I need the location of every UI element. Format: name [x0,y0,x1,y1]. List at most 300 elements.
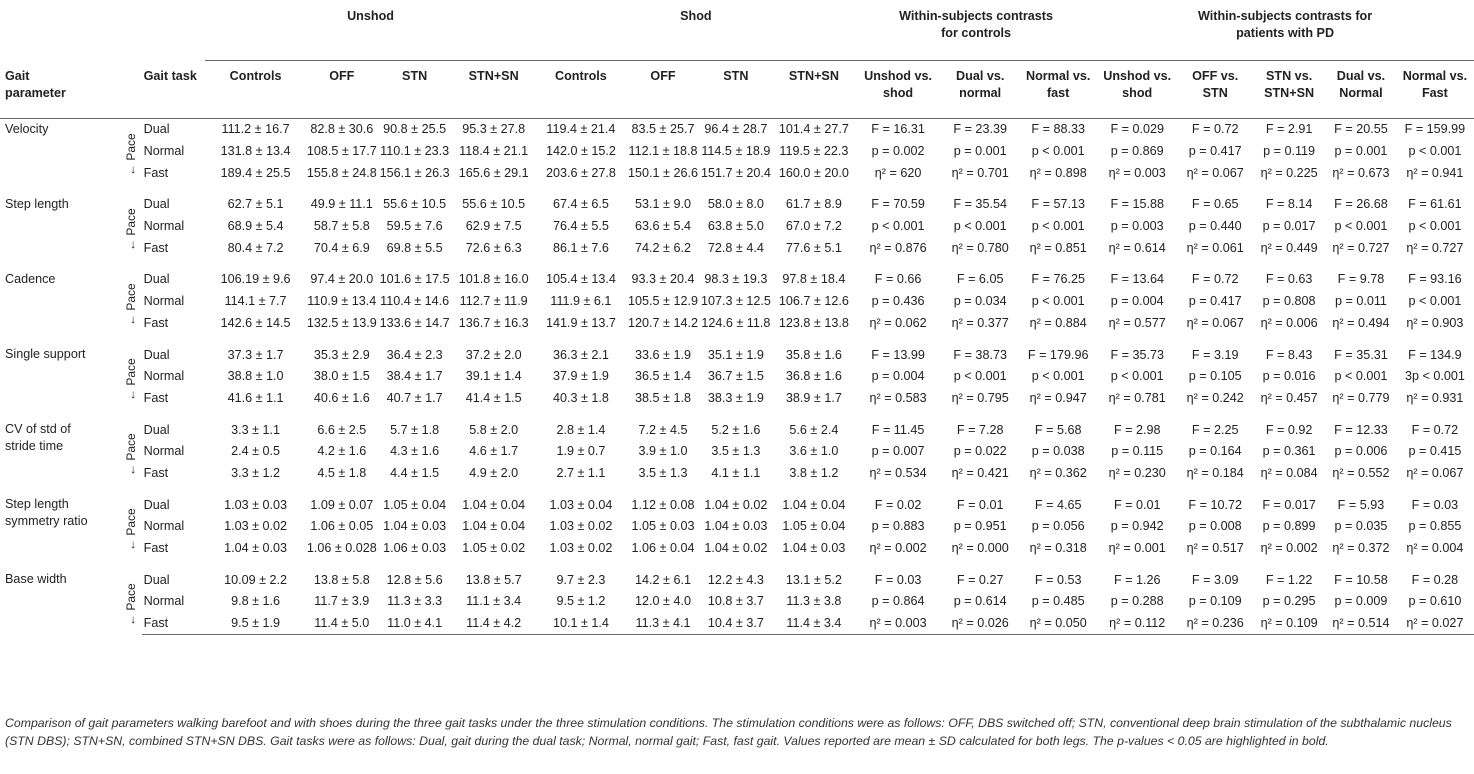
table-cell: 101.6 ± 17.5 [379,272,450,287]
table-cell: p = 0.610 [1408,594,1462,609]
spacer-cell [0,409,1474,419]
gait-task-label: Dual [143,197,170,212]
table-cell: 12.0 ± 4.0 [635,594,691,609]
header-corner [0,4,205,61]
table-cell: 36.3 ± 2.1 [552,347,609,362]
spacer-cell [0,259,1474,269]
table-cell: 11.4 ± 4.2 [452,613,536,635]
table-cell: 98.3 ± 19.3 [704,272,768,287]
table-cell: 1.05 ± 0.04 [383,497,447,512]
table-cell: 68.9 ± 5.4 [227,219,284,234]
table-cell: 5.6 ± 2.4 [789,422,839,437]
table-cell: 6.6 ± 2.5 [317,422,367,437]
table-cell: 38.9 ± 1.7 [785,390,842,405]
table-cell: p = 0.485 [1031,594,1085,609]
table-cell: 83.5 ± 25.7 [631,122,695,137]
table-cell: η² = 0.002 [869,541,927,556]
table-cell: 3.5 ± 1.3 [711,444,761,459]
table-cell: p = 0.034 [953,294,1007,309]
table-row [0,237,1474,259]
table-cell: 11.1 ± 3.4 [466,594,522,609]
gait-task-label: Fast [143,315,169,330]
table-cell: 58.7 ± 5.8 [313,219,370,234]
table-cell: 82.8 ± 30.6 [310,122,374,137]
table-cell: 1.04 ± 0.02 [704,541,768,556]
column-header: STN [700,61,772,119]
table-cell: p = 0.001 [1334,144,1388,159]
table-row [0,388,1474,410]
table-cell: p < 0.001 [1031,144,1085,159]
table-cell: F = 0.63 [1265,272,1313,287]
table-cell: η² = 0.941 [1406,165,1464,180]
table-cell: F = 0.66 [874,272,922,287]
table-cell: 131.8 ± 13.4 [220,144,291,159]
table-cell: η² = 0.062 [869,315,927,330]
table-cell: 1.03 ± 0.02 [549,541,613,556]
column-header: STN+SN [772,61,856,119]
table-cell: p < 0.001 [871,219,925,234]
table-cell: p = 0.022 [953,444,1007,459]
table-cell: F = 0.27 [956,572,1004,587]
gait-parameter-label: Step length [5,197,69,212]
table-cell: 3.5 ± 1.3 [638,465,688,480]
table-cell: 1.04 ± 0.03 [782,541,846,556]
table-cell: 110.1 ± 23.3 [380,144,450,159]
table-cell: 5.8 ± 2.0 [469,422,519,437]
table-cell: 1.03 ± 0.04 [549,497,613,512]
table-cell: η² = 0.004 [1406,541,1464,556]
table-cell: 105.5 ± 12.9 [628,294,698,309]
table-cell: 4.3 ± 1.6 [390,444,440,459]
table-cell: F = 35.73 [1110,347,1164,362]
table-cell: 1.06 ± 0.05 [310,519,374,534]
gait-task-label: Fast [143,465,169,480]
table-cell: 165.6 ± 29.1 [458,165,529,180]
table-cell: 53.1 ± 9.0 [635,197,691,212]
table-cell: η² = 0.517 [1186,541,1244,556]
gait-task-label: Normal [143,294,185,309]
table-cell: 189.4 ± 25.5 [220,165,291,180]
gait-task-label: Fast [143,165,169,180]
table-cell: 1.04 ± 0.04 [782,497,846,512]
row-group-spacer [0,559,1474,569]
table-cell: η² = 0.780 [951,240,1009,255]
table-cell: 14.2 ± 6.1 [635,572,691,587]
table-cell: p = 0.899 [1262,519,1316,534]
table-cell: η² = 0.876 [869,240,927,255]
table-cell: η² = 0.006 [1260,315,1318,330]
table-cell: η² = 0.898 [1029,165,1087,180]
table-row [0,141,1474,163]
table-cell: 49.9 ± 11.1 [310,197,373,212]
row-group-spacer [0,409,1474,419]
table-cell: η² = 0.067 [1186,165,1244,180]
table-cell: η² = 0.000 [951,541,1009,556]
table-cell: p = 0.035 [1334,519,1388,534]
pace-text: ← Pace [124,283,139,327]
table-cell: F = 3.09 [1191,572,1239,587]
pace-arrow-label [121,119,142,185]
gait-task-label: Fast [143,390,169,405]
gait-task-label: Dual [143,347,170,362]
table-cell: p < 0.001 [953,219,1007,234]
gait-task-label: Dual [143,272,170,287]
table-cell: F = 5.93 [1337,497,1385,512]
gait-task-label: Dual [143,422,170,437]
table-cell: 132.5 ± 13.9 [306,315,377,330]
table-cell: η² = 0.583 [869,390,927,405]
table-cell: η² = 0.067 [1186,315,1244,330]
table-cell: 62.7 ± 5.1 [227,197,284,212]
table-cell: 3.3 ± 1.1 [231,422,281,437]
column-header: STN [378,61,452,119]
table-cell: 4.2 ± 1.6 [317,444,367,459]
table-cell: F = 88.33 [1031,122,1085,137]
table-cell: F = 35.54 [953,197,1007,212]
table-cell: 3.8 ± 1.2 [789,465,839,480]
table-cell: 3.3 ± 1.2 [231,465,281,480]
pace-text: ← Pace [124,358,139,402]
table-cell: 9.5 ± 1.9 [205,613,306,635]
table-cell: 3p < 0.001 [1404,369,1465,384]
table-cell: 1.12 ± 0.08 [631,497,695,512]
table-cell: 4.5 ± 1.8 [317,465,367,480]
table-cell: p < 0.001 [1334,219,1388,234]
table-cell: 12.8 ± 5.6 [386,572,443,587]
table-cell: 80.4 ± 7.2 [227,240,284,255]
table-cell: 2.7 ± 1.1 [556,465,606,480]
table-row [0,194,1474,216]
table-cell: F = 9.78 [1337,272,1385,287]
table-cell: 142.6 ± 14.5 [220,315,291,330]
table-row [0,494,1474,516]
table-cell: η² = 0.225 [1260,165,1318,180]
table-cell: 1.03 ± 0.03 [224,497,288,512]
table-cell: 3.9 ± 1.0 [638,444,688,459]
table-cell: η² = 0.372 [1332,541,1390,556]
table-cell: F = 0.01 [956,497,1004,512]
gait-task-label: Fast [142,613,206,635]
table-row [0,216,1474,238]
table-cell: F = 76.25 [1031,272,1085,287]
table-cell: 10.8 ± 3.7 [707,594,764,609]
table-cell: F = 12.33 [1334,422,1388,437]
column-header: Controls [205,61,306,119]
table-cell: 111.2 ± 16.7 [221,122,290,137]
pace-text: ← Pace [124,133,139,177]
table-cell: η² = 0.230 [1108,465,1166,480]
table-cell: η² = 0.457 [1260,390,1318,405]
table-cell: p < 0.001 [1110,369,1164,384]
table-cell: 74.2 ± 6.2 [635,240,691,255]
table-cell: F = 16.31 [871,122,925,137]
table-cell: 97.4 ± 20.0 [310,272,374,287]
table-cell: η² = 0.494 [1332,315,1390,330]
table-cell: F = 0.029 [1110,122,1164,137]
table-cell: η² = 0.614 [1108,240,1166,255]
table-cell: p = 0.002 [871,144,925,159]
table-cell: 1.04 ± 0.03 [383,519,447,534]
table-cell: η² = 0.673 [1332,165,1390,180]
table-cell: p = 0.115 [1111,444,1164,459]
column-header: OFF vs. STN [1178,61,1252,119]
table-cell: η² = 0.084 [1260,465,1318,480]
table-cell: p = 0.011 [1334,294,1387,309]
table-cell: 67.4 ± 6.5 [552,197,609,212]
gait-task-label: Normal [143,219,185,234]
table-cell: 59.5 ± 7.6 [386,219,443,234]
table-cell: F = 5.68 [1034,422,1082,437]
table-cell: η² = 0.236 [1178,613,1252,635]
table-cell: 106.19 ± 9.6 [220,272,291,287]
table-cell: p = 0.440 [1188,219,1242,234]
table-cell: p = 0.007 [871,444,925,459]
table-cell: 12.2 ± 4.3 [707,572,764,587]
table-cell: 35.8 ± 1.6 [785,347,842,362]
table-cell: 36.4 ± 2.3 [386,347,443,362]
table-cell: 11.4 ± 3.4 [772,613,856,635]
table-cell: 38.3 ± 1.9 [707,390,764,405]
table-cell: 136.7 ± 16.3 [458,315,529,330]
table-cell: η² = 0.067 [1406,465,1464,480]
table-cell: 4.9 ± 2.0 [469,465,519,480]
table-cell: 36.8 ± 1.6 [785,369,842,384]
gait-task-label: Normal [143,519,185,534]
table-cell: η² = 0.534 [869,465,927,480]
table-cell: F = 20.55 [1334,122,1388,137]
table-cell: 11.4 ± 5.0 [306,613,378,635]
table-cell: 38.8 ± 1.0 [227,369,284,384]
table-cell: 10.4 ± 3.7 [700,613,772,635]
table-cell: 120.7 ± 14.2 [628,315,698,330]
pace-arrow-label [121,494,142,559]
table-cell: 11.7 ± 3.9 [314,594,370,609]
table-cell: 63.8 ± 5.0 [707,219,764,234]
table-cell: 1.09 ± 0.07 [310,497,374,512]
table-cell: F = 1.26 [1113,572,1161,587]
table-cell: F = 61.61 [1408,197,1462,212]
table-cell: 61.7 ± 8.9 [785,197,842,212]
column-header-pace-spacer [121,61,142,119]
table-cell: 13.1 ± 5.2 [785,572,842,587]
table-cell: 90.8 ± 25.5 [383,122,447,137]
pace-arrow-label [121,419,142,484]
table-row [0,441,1474,463]
table-cell: p = 0.436 [871,294,925,309]
table-cell: 114.1 ± 7.7 [224,294,287,309]
table-cell: p = 0.164 [1188,444,1242,459]
table-cell: 35.1 ± 1.9 [707,347,764,362]
table-cell: η² = 0.003 [856,613,940,635]
gait-parameter-label: CV of std of stride time [5,422,71,454]
table-cell: p = 0.361 [1262,444,1316,459]
table-row [0,313,1474,335]
table-row [0,463,1474,485]
table-cell: p < 0.001 [1408,219,1462,234]
table-cell: p = 0.417 [1188,294,1242,309]
table-cell: 40.7 ± 1.7 [386,390,443,405]
table-cell: p = 0.614 [953,594,1007,609]
table-cell: F = 2.98 [1113,422,1161,437]
table-cell: 9.5 ± 1.2 [556,594,606,609]
gait-parameter-label: Single support [5,347,86,362]
column-header-gait-task: Gait task [142,61,206,119]
row-group-spacer [0,484,1474,494]
table-cell: η² = 0.027 [1396,613,1474,635]
table-cell: F = 4.65 [1034,497,1082,512]
table-cell: 38.5 ± 1.8 [635,390,691,405]
pace-arrow-label [121,194,142,259]
column-header: OFF [306,61,378,119]
table-cell: 119.4 ± 21.4 [546,122,616,137]
table-cell: F = 13.99 [871,347,925,362]
table-cell: η² = 0.318 [1029,541,1087,556]
table-cell: η² = 0.002 [1260,541,1318,556]
pace-text: ← Pace [124,584,139,627]
table-cell: η² = 0.552 [1332,465,1390,480]
gait-parameters-table [0,4,1474,635]
table-cell: F = 70.59 [871,197,925,212]
row-group-spacer [0,259,1474,269]
gait-parameter-label: Base width [5,572,67,587]
table-cell: 76.4 ± 5.5 [552,219,609,234]
table-cell: F = 0.53 [1034,572,1082,587]
table-cell: p = 0.006 [1334,444,1388,459]
table-cell: F = 11.45 [871,422,925,437]
table-cell: 108.5 ± 17.7 [306,144,377,159]
row-group-spacer [0,184,1474,194]
column-header: Unshod vs. shod [1096,61,1178,119]
table-cell: 123.8 ± 13.8 [778,315,849,330]
column-header: STN+SN [452,61,536,119]
table-cell: F = 179.96 [1027,347,1089,362]
table-cell: F = 159.99 [1404,122,1466,137]
gait-task-label: Dual [143,122,170,137]
table-cell: 37.2 ± 2.0 [465,347,522,362]
pace-text: ← Pace [124,208,139,252]
table-row [0,591,1474,613]
spacer-cell [0,484,1474,494]
table-cell: 110.9 ± 13.4 [307,294,377,309]
table-row [0,419,1474,441]
group-header-unshod: Unshod [205,4,535,61]
table-cell: η² = 0.903 [1406,315,1464,330]
table-cell: 111.9 ± 6.1 [550,294,612,309]
table-cell: F = 0.28 [1411,572,1459,587]
table-cell: η² = 0.449 [1260,240,1318,255]
table-cell: 106.7 ± 12.6 [778,294,849,309]
table-cell: 36.5 ± 1.4 [635,369,691,384]
table-cell: 4.6 ± 1.7 [469,444,519,459]
table-cell: p = 0.951 [953,519,1007,534]
table-cell: F = 7.28 [956,422,1004,437]
table-cell: p = 0.109 [1188,594,1242,609]
column-header: Normal vs. Fast [1396,61,1474,119]
gait-parameter-label: Step length symmetry ratio [5,497,88,529]
pace-text: ← Pace [124,433,139,477]
gait-parameter-label: Cadence [5,272,56,287]
table-cell: η² = 0.851 [1029,240,1087,255]
table-cell: 97.8 ± 18.4 [782,272,846,287]
table-cell: η² = 0.514 [1326,613,1396,635]
table-cell: 37.3 ± 1.7 [227,347,284,362]
table-cell: 95.3 ± 27.8 [462,122,526,137]
table-cell: η² = 0.242 [1186,390,1244,405]
table-cell: F = 0.03 [874,572,922,587]
table-row [0,516,1474,538]
table-cell: 41.6 ± 1.1 [227,390,284,405]
table-cell: 1.04 ± 0.02 [704,497,768,512]
table-cell: 35.3 ± 2.9 [313,347,370,362]
group-header-shod: Shod [536,4,856,61]
table-cell: F = 8.43 [1265,347,1313,362]
pace-arrow-label [121,269,142,334]
table-cell: p = 0.808 [1262,294,1316,309]
table-cell: 13.8 ± 5.7 [465,572,522,587]
table-cell: 5.7 ± 1.8 [390,422,440,437]
table-row [0,269,1474,291]
table-cell: 203.6 ± 27.8 [545,165,616,180]
table-cell: 55.6 ± 10.5 [462,197,526,212]
table-cell: F = 23.39 [953,122,1007,137]
table-cell: 1.04 ± 0.03 [704,519,768,534]
table-cell: 3.6 ± 1.0 [789,444,839,459]
table-cell: F = 8.14 [1265,197,1313,212]
table-cell: 1.05 ± 0.02 [462,541,526,556]
table-cell: p < 0.001 [1408,294,1462,309]
table-cell: 10.1 ± 1.4 [536,613,626,635]
table-cell: 156.1 ± 26.3 [379,165,450,180]
table-cell: 41.4 ± 1.5 [465,390,522,405]
table-cell: η² = 0.112 [1096,613,1178,635]
table-cell: 11.0 ± 4.1 [378,613,452,635]
table-cell: p < 0.001 [953,369,1007,384]
table-cell: 1.04 ± 0.04 [462,497,526,512]
table-cell: p < 0.001 [1408,144,1462,159]
table-cell: η² = 0.931 [1406,390,1464,405]
row-group-spacer [0,334,1474,344]
table-cell: η² = 0.026 [940,613,1020,635]
gait-task-label: Fast [143,240,169,255]
table-row [0,162,1474,184]
table-cell: F = 26.68 [1334,197,1388,212]
table-cell: η² = 0.421 [951,465,1009,480]
table-cell: η² = 0.001 [1108,541,1166,556]
table-cell: 1.05 ± 0.04 [782,519,846,534]
table-cell: 62.9 ± 7.5 [465,219,522,234]
table-cell: F = 0.01 [1113,497,1161,512]
table-caption: Comparison of gait parameters walking barefoot and with shoes during the three gait tasks under the three stimulation conditions. The stimulation conditions were as follows: OFF, DBS switched off; STN, conventional deep brain stimulation of the subthalamic nucleus (STN DBS); STN+SN, combined STN+SN DBS. Gait tasks were as follows: Dual, gait during the dual task; Normal, normal gait; Fast, fast gait. Values reported are mean ± SD calculated for both legs. The p-values < 0.05 are highlighted in bold. [5,716,1452,748]
table-cell: η² = 0.947 [1029,390,1087,405]
table-cell: 142.0 ± 15.2 [545,144,616,159]
table-cell: 2.8 ± 1.4 [556,422,606,437]
table-cell: p < 0.001 [1031,294,1085,309]
table-cell: η² = 620 [874,165,922,180]
pace-text: ← Pace [124,508,139,552]
table-cell: 93.3 ± 20.4 [631,272,695,287]
table-cell: η² = 0.050 [1020,613,1096,635]
table-cell: η² = 0.577 [1108,315,1166,330]
table-cell: 13.8 ± 5.8 [313,572,370,587]
table-cell: 124.6 ± 11.8 [701,315,771,330]
table-cell: η² = 0.362 [1029,465,1087,480]
table-cell: F = 0.72 [1191,122,1239,137]
table-cell: 118.4 ± 21.1 [459,144,529,159]
table-cell: p = 0.056 [1031,519,1085,534]
table-cell: F = 93.16 [1408,272,1462,287]
table-cell: p = 0.105 [1188,369,1242,384]
table-cell: 107.3 ± 12.5 [700,294,771,309]
